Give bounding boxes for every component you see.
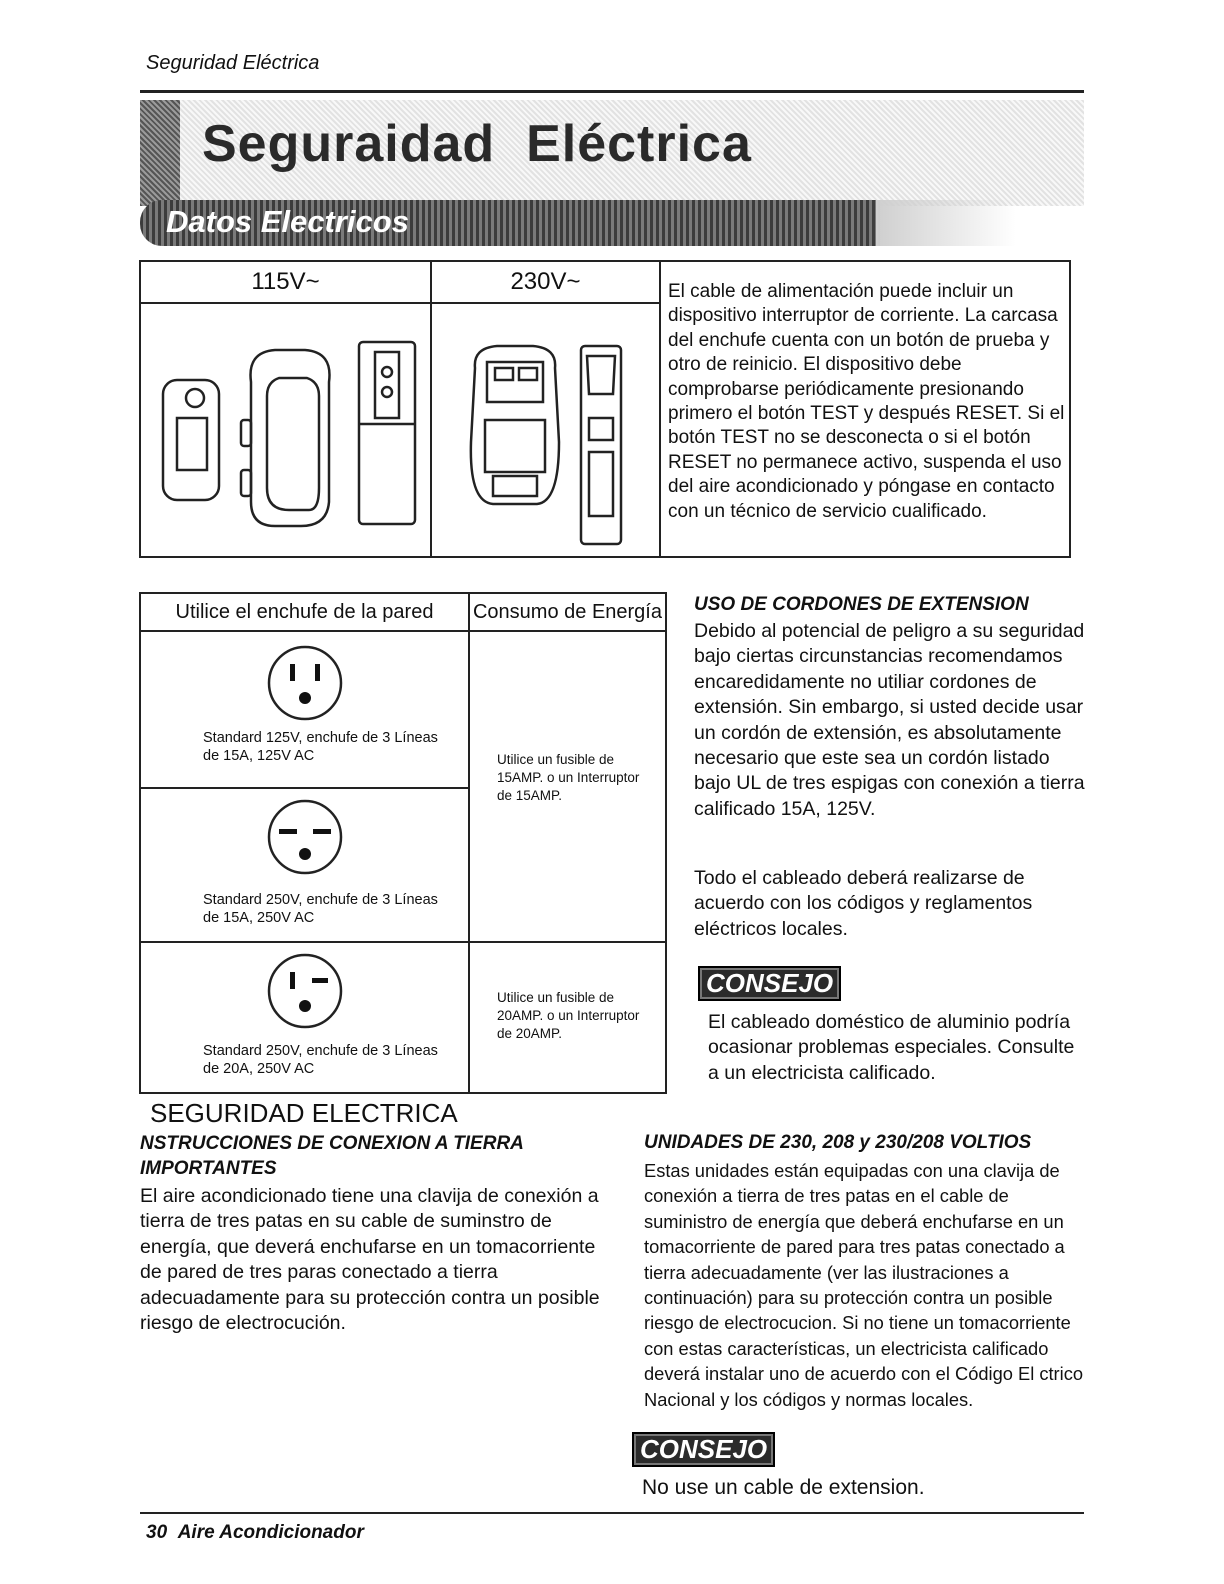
top-rule [140,90,1084,93]
grounding-subtitle: NSTRUCCIONES DE CONEXION A TIERRA IMPORTANTES [140,1133,524,1179]
gfci-instructions: El cable de alimentación puede incluir un dispositivo interruptor de corriente. La carcasa del enchufe cuenta con un botón de prueba y otro de reinicio. El dispositivo debe comprobarse periódicamente presionando primero el botón TEST y después RESET. Si el botón TEST no se desconecta o si el botón RESET no permanece activo, suspenda el uso del aire acondicionado y póngase en contacto con un técnico de servicio cualificado. [668,281,1065,522]
banner-marker [140,100,180,206]
units-title: UNIDADES DE 230, 208 y 230/208 VOLTIOS [644,1132,1032,1153]
outlet-125v-15a-icon [257,642,353,724]
outlet-250v-15a-icon [257,796,353,878]
consejo-extension-tip: No use un cable de extension. [642,1476,925,1499]
outlet-table [139,592,667,1094]
voltage-230-label: 230V~ [510,268,581,295]
extension-title: USO DE CORDONES DE EXTENSION [694,594,1029,615]
bottom-rule [140,1512,1084,1514]
consejo-badge: CONSEJO [698,966,841,1001]
footer [146,1522,364,1544]
device-115v-illustration [151,312,427,552]
fuse-15amp-note: Utilice un fusible de 15AMP. o un Interruptor de 15AMP. [497,752,640,803]
wiring-note: Todo el cableado deberá realizarse de acuerdo con los códigos y reglamentos eléctricos locales. [694,867,1033,940]
consejo-aluminum-tip: El cableado doméstico de aluminio podría ocasionar problemas especiales. Consulte a un electricista calificado. [708,1011,1075,1084]
device-230v-illustration [441,312,655,552]
footer-title: Aire Acondicionador [177,1522,364,1543]
section-subtitle: Datos Electricos [166,204,409,239]
safety-title: SEGURIDAD ELECTRICA [150,1098,458,1128]
fuse-20amp-note: Utilice un fusible de 20AMP. o un Interruptor de 20AMP. [497,990,640,1041]
outlet-label-row3: Standard 250V, enchufe de 3 Líneas de 20A, 250V AC [203,1043,438,1077]
outlet-label-row2: Standard 250V, enchufe de 3 Líneas de 15A, 250V AC [203,892,438,926]
outlet-250v-20a-icon [257,950,353,1032]
outlet-label-row1: Standard 125V, enchufe de 3 Líneas de 15A, 125V AC [203,730,438,764]
voltage-box [139,260,1071,558]
table-header-outlet: Utilice el enchufe de la pared [175,601,434,623]
table-header-consumption: Consumo de Energía [472,601,662,623]
page-title: Seguraidad Eléctrica [202,115,752,173]
grounding-body: El aire acondicionado tiene una clavija de conexión a tierra de tres patas en su cable de suminstro de energía, que deverá enchufarse en un tomacorriente de pared de tres paras conectado a tierra adecuadamente para su protección contra un posible riesgo de electrocución. [140,1185,600,1335]
extension-body: Debido al potencial de peligro a su seguridad bajo ciertas circunstancias recomendamos encaredidamente no utiliar cordones de extensión. Sin embargo, si usted decide usar un cordón de extensión, es absolutamente necesario que este sea un cordón listado bajo UL de tres espigas con conexión a tierra calificado 15A, 125V. [694,620,1085,820]
consejo-badge-2: CONSEJO [632,1432,775,1467]
subtitle-fade [876,200,1016,246]
units-body: Estas unidades están equipadas con una clavija de conexión a tierra de tres patas en el cable de suministro de energía que deberá enchufarse en un tomacorriente de pared para tres patas conectado a tierra adecuadamente (ver las ilustraciones a continuación) para su protección contra un posible riesgo de electrocucion. Si no tiene un tomacorriente con estas características, un electricista calificado deverá instalar uno de acuerdo con el Código El ctrico Nacional y los códigos y normas locales. [644,1160,1084,1410]
running-header: Seguridad Eléctrica [146,52,320,74]
page-number: 30 [146,1522,168,1543]
voltage-115-label: 115V~ [251,268,320,295]
